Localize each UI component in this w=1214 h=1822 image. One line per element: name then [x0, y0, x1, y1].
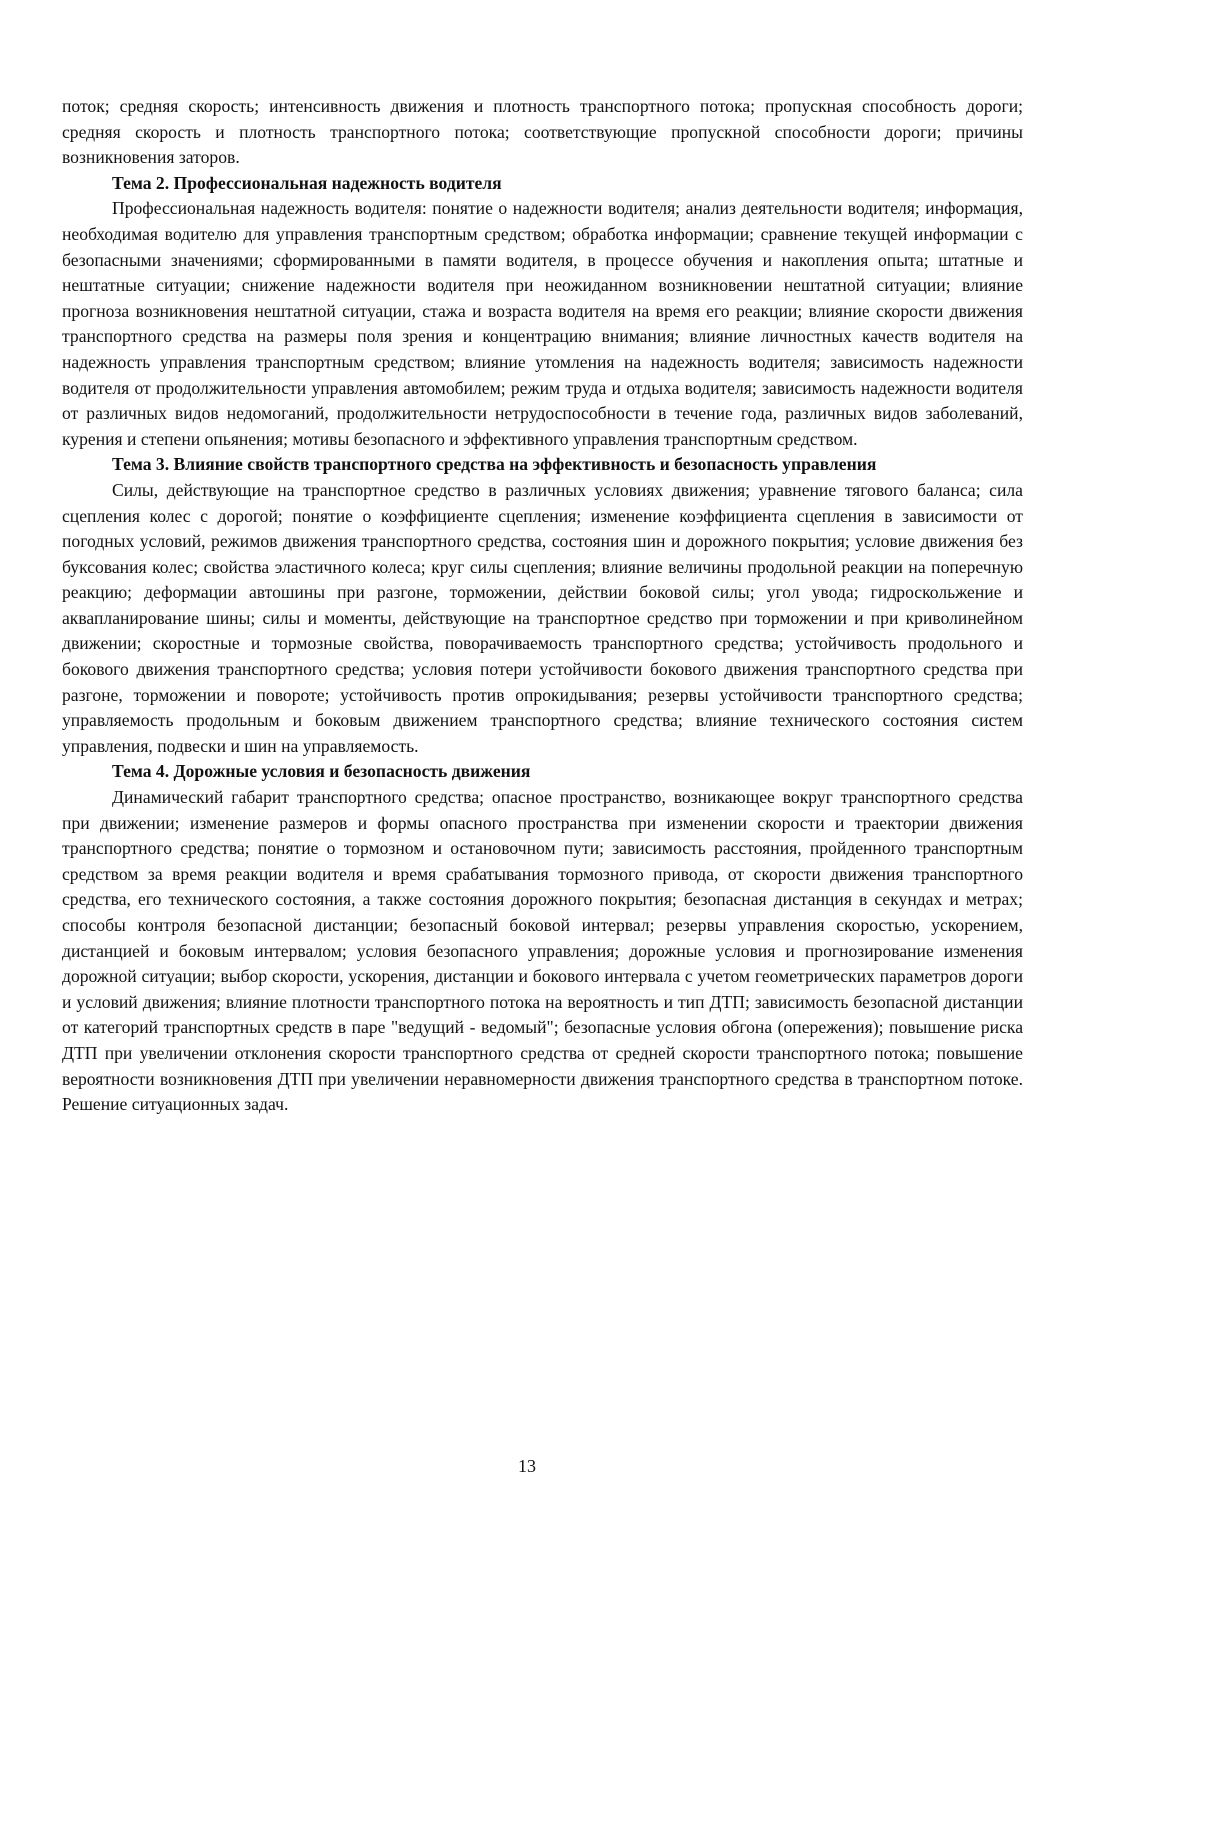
- section-body: Силы, действующие на транспортное средство в различных условиях движения; уравнение тягового баланса; сила сцепления колес с дорогой; понятие о коэффициенте сцепления; изменение коэффициента сцепления в зависимости от погодных условий, режимов движения транспортного средства, состояния шин и дорожного покрытия; условие движения без буксования колес; свойства эластичного колеса; круг силы сцепления; влияние величины продольной реакции на поперечную реакцию; деформации автошины при разгоне, торможении, действии боковой силы; угол увода; гидроскольжение и аквапланирование шины; силы и моменты, действующие на транспортное средство при торможении и при криволинейном движении; скоростные и тормозные свойства, поворачиваемость транспортного средства; устойчивость продольного и бокового движения транспортного средства; условия потери устойчивости бокового движения транспортного средства при разгоне, торможении и повороте; устойчивость против опрокидывания; резервы устойчивости транспортного средства; управляемость продольным и боковым движением транспортного средства; влияние технического состояния систем управления, подвески и шин на управляемость.: [62, 479, 1023, 756]
- section-heading: Тема 2. Профессиональная надежность водителя: [112, 172, 502, 193]
- section-body: Динамический габарит транспортного средства; опасное пространство, возникающее вокруг транспортного средства при движении; изменение размеров и формы опасного пространства при изменении скорости и траектории движения транспортного средства; понятие о тормозном и остановочном пути; зависимость расстояния, пройденного транспортным средством за время реакции водителя и время срабатывания тормозного привода, от скорости движения транспортного средства, его технического состояния, а также состояния дорожного покрытия; безопасная дистанция в секундах и метрах; способы контроля безопасной дистанции; безопасный боковой интервал; резервы управления скоростью, ускорением, дистанцией и боковым интервалом; условия безопасного управления; дорожные условия и прогнозирование изменения дорожной ситуации; выбор скорости, ускорения, дистанции и бокового интервала с учетом геометрических параметров дороги и условий движения; влияние плотности транспортного потока на вероятность и тип ДТП; зависимость безопасной дистанции от категорий транспортных средств в паре "ведущий - ведомый"; безопасные условия обгона (опережения); повышение риска ДТП при увеличении отклонения скорости транспортного средства от средней скорости транспортного потока; повышение вероятности возникновения ДТП при увеличении неравномерности движения транспортного средства в транспортном потоке. Решение ситуационных задач.: [62, 787, 1023, 1115]
- section-topic-4: [62, 759, 1023, 1117]
- continuation-paragraph: поток; средняя скорость; интенсивность движения и плотность транспортного потока; пропускная способность дороги; средняя скорость и плотность транспортного потока; соответствующие пропускной способности дороги; причины возникновения заторов.: [62, 96, 1023, 168]
- section-topic-2: [62, 171, 1023, 453]
- document-page: [62, 94, 1023, 1118]
- section-heading: Тема 4. Дорожные условия и безопасность движения: [112, 761, 531, 782]
- page-number: 13: [518, 1456, 536, 1476]
- section-topic-3: [62, 452, 1023, 759]
- section-body: Профессиональная надежность водителя: понятие о надежности водителя; анализ деятельности водителя; информация, необходимая водителю для управления транспортным средством; обработка информации; сравнение текущей информации с безопасными значениями; сформированными в памяти водителя, в процессе обучения и накопления опыта; штатные и нештатные ситуации; снижение надежности водителя при неожиданном возникновении нештатной ситуации; влияние прогноза возникновения нештатной ситуации, стажа и возраста водителя на время его реакции; влияние скорости движения транспортного средства на размеры поля зрения и концентрацию внимания; влияние личностных качеств водителя на надежность управления транспортным средством; влияние утомления на надежность водителя; зависимость надежности водителя от продолжительности управления автомобилем; режим труда и отдыха водителя; зависимость надежности водителя от различных видов недомоганий, продолжительности нетрудоспособности в течение года, различных видов заболеваний, курения и степени опьянения; мотивы безопасного и эффективного управления транспортным средством.: [62, 198, 1023, 449]
- section-heading: Тема 3. Влияние свойств транспортного средства на эффективность и безопасность управления: [112, 454, 877, 475]
